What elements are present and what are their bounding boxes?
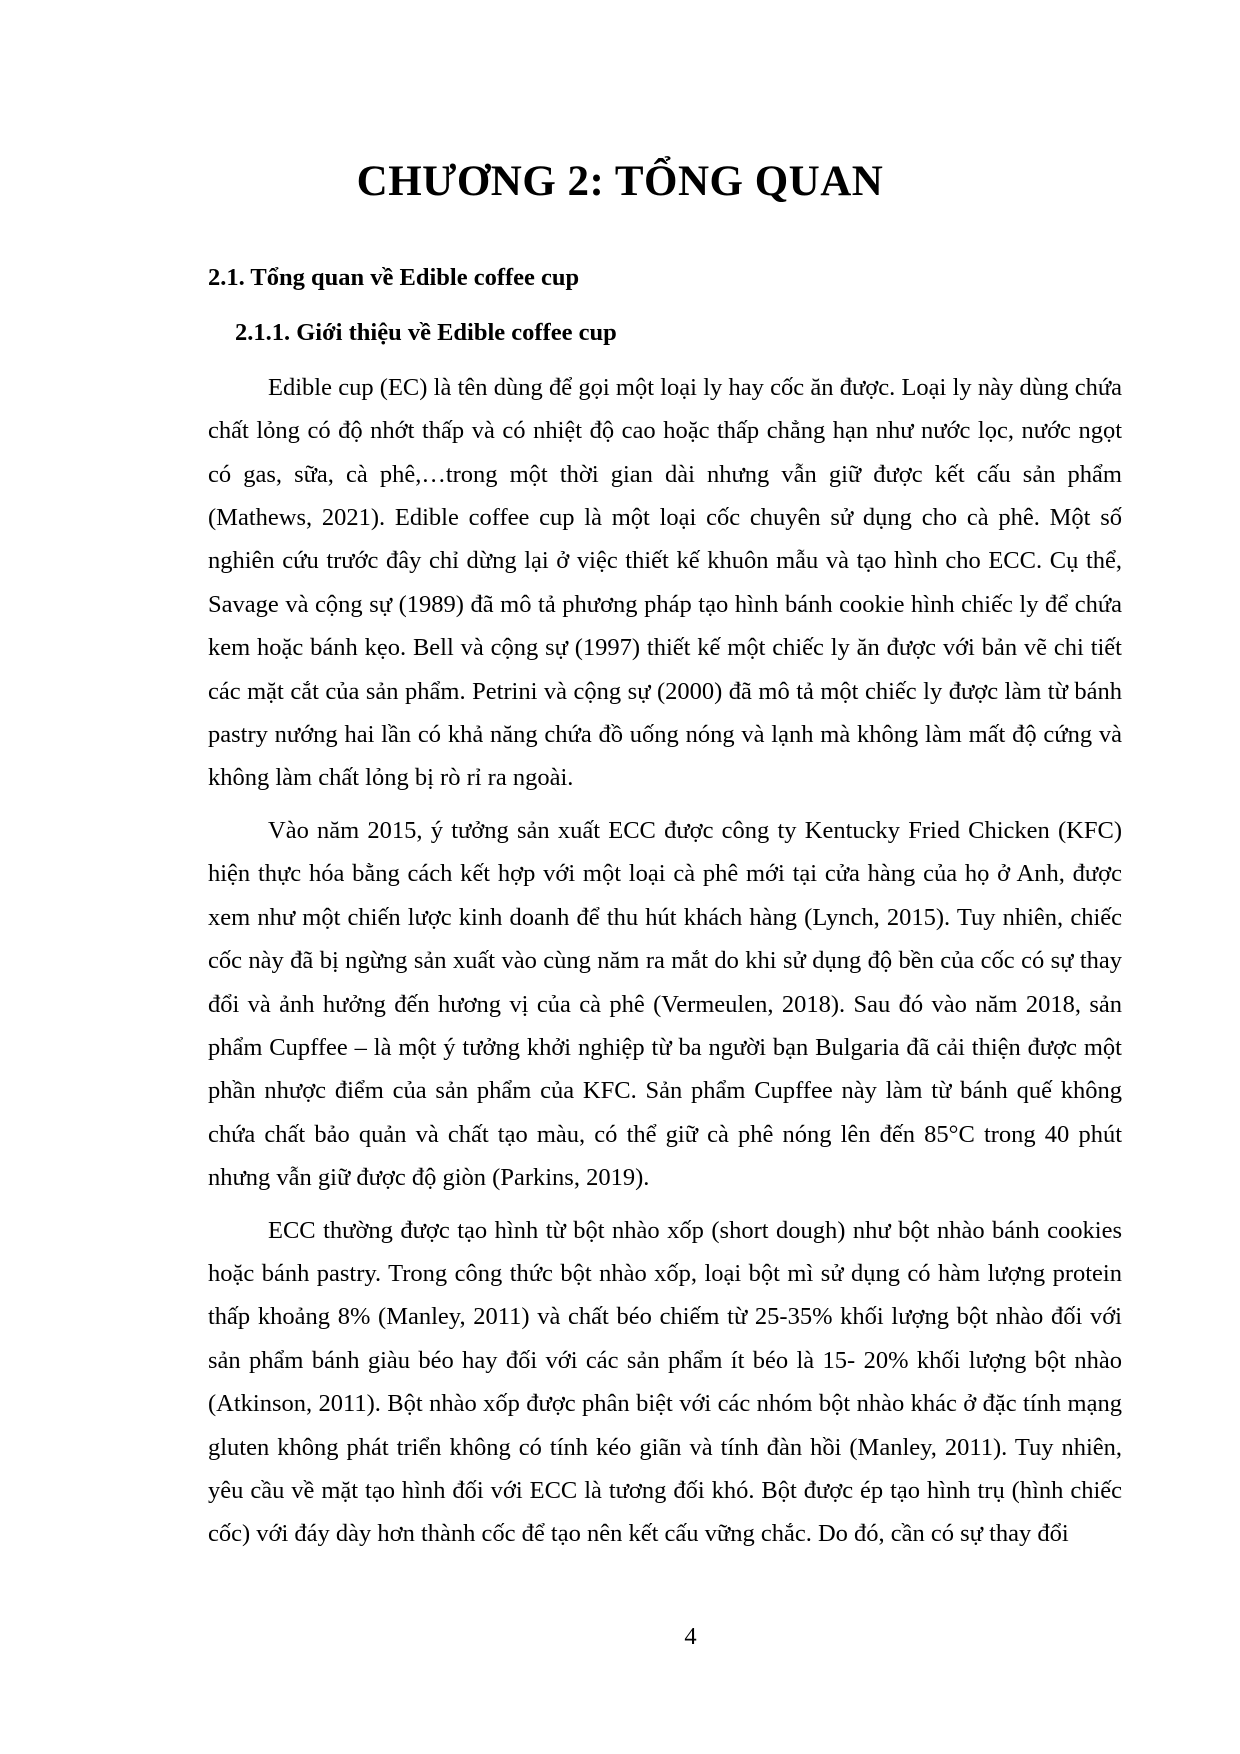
paragraph-intro-edible-cup: Edible cup (EC) là tên dùng để gọi một loại ly hay cốc ăn được. Loại ly này dùng chứa chất lỏng có độ nhớt thấp và có nhiệt độ cao hoặc thấp chẳng hạn như nước lọc, nước ngọt có gas, sữa, cà phê,…trong một thời gian dài nhưng vẫn giữ được kết cấu sản phẩm (Mathews, 2021). Edible coffee cup là một loại cốc chuyên sử dụng cho cà phê. Một số nghiên cứu trước đây chỉ dừng lại ở việc thiết kế khuôn mẫu và tạo hình cho ECC. Cụ thể, Savage và cộng sự (1989) đã mô tả phương pháp tạo hình bánh cookie hình chiếc ly để chứa kem hoặc bánh kẹo. Bell và cộng sự (1997) thiết kế một chiếc ly ăn được với bản vẽ chi tiết các mặt cắt của sản phẩm. Petrini và cộng sự (2000) đã mô tả một chiếc ly được làm từ bánh pastry nướng hai lần có khả năng chứa đồ uống nóng và lạnh mà không làm mất độ cứng và không làm chất lỏng bị rò rỉ ra ngoài. bbox=[208, 373, 1122, 792]
section-heading-2-1: 2.1. Tổng quan về Edible coffee cup bbox=[208, 264, 580, 291]
paragraph-short-dough-formulation: ECC thường được tạo hình từ bột nhào xốp (short dough) như bột nhào bánh cookies hoặc bánh pastry. Trong công thức bột nhào xốp, loại bột mì sử dụng có hàm lượng protein thấp khoảng 8% (Manley, 2011) và chất béo chiếm từ 25-35% khối lượng bột nhào đối với sản phẩm bánh giàu béo hay đối với các sản phẩm ít béo là 15- 20% khối lượng bột nhào (Atkinson, 2011). Bột nhào xốp được phân biệt với các nhóm bột nhào khác ở đặc tính mạng gluten không phát triển không có tính kéo giãn và tính đàn hồi (Manley, 2011). Tuy nhiên, yêu cầu về mặt tạo hình đối với ECC là tương đối khó. Bột được ép tạo hình trụ (hình chiếc cốc) với đáy dày hơn thành cốc để tạo nên kết cấu vững chắc. Do đó, cần có sự thay đổi bbox=[208, 1216, 1122, 1548]
page-number: 4 bbox=[684, 1623, 697, 1650]
subsection-heading-2-1-1: 2.1.1. Giới thiệu về Edible coffee cup bbox=[235, 319, 617, 347]
paragraph-kfc-cupffee-history: Vào năm 2015, ý tưởng sản xuất ECC được công ty Kentucky Fried Chicken (KFC) hiện thực hóa bằng cách kết hợp với một loại cà phê mới tại cửa hàng của họ ở Anh, được xem như một chiến lược kinh doanh để thu hút khách hàng (Lynch, 2015). Tuy nhiên, chiếc cốc này đã bị ngừng sản xuất vào cùng năm ra mắt do khi sử dụng độ bền của cốc có sự thay đổi và ảnh hưởng đến hương vị của cà phê (Vermeulen, 2018). Sau đó vào năm 2018, sản phẩm Cupffee – là một ý tưởng khởi nghiệp từ ba người bạn Bulgaria đã cải thiện được một phần nhược điểm của sản phẩm của KFC. Sản phẩm Cupffee này làm từ bánh quế không chứa chất bảo quản và chất tạo màu, có thể giữ cà phê nóng lên đến 85°C trong 40 phút nhưng vẫn giữ được độ giòn (Parkins, 2019). bbox=[208, 816, 1122, 1192]
chapter-title: CHƯƠNG 2: TỔNG QUAN bbox=[356, 158, 884, 205]
page-content bbox=[208, 256, 1122, 1556]
